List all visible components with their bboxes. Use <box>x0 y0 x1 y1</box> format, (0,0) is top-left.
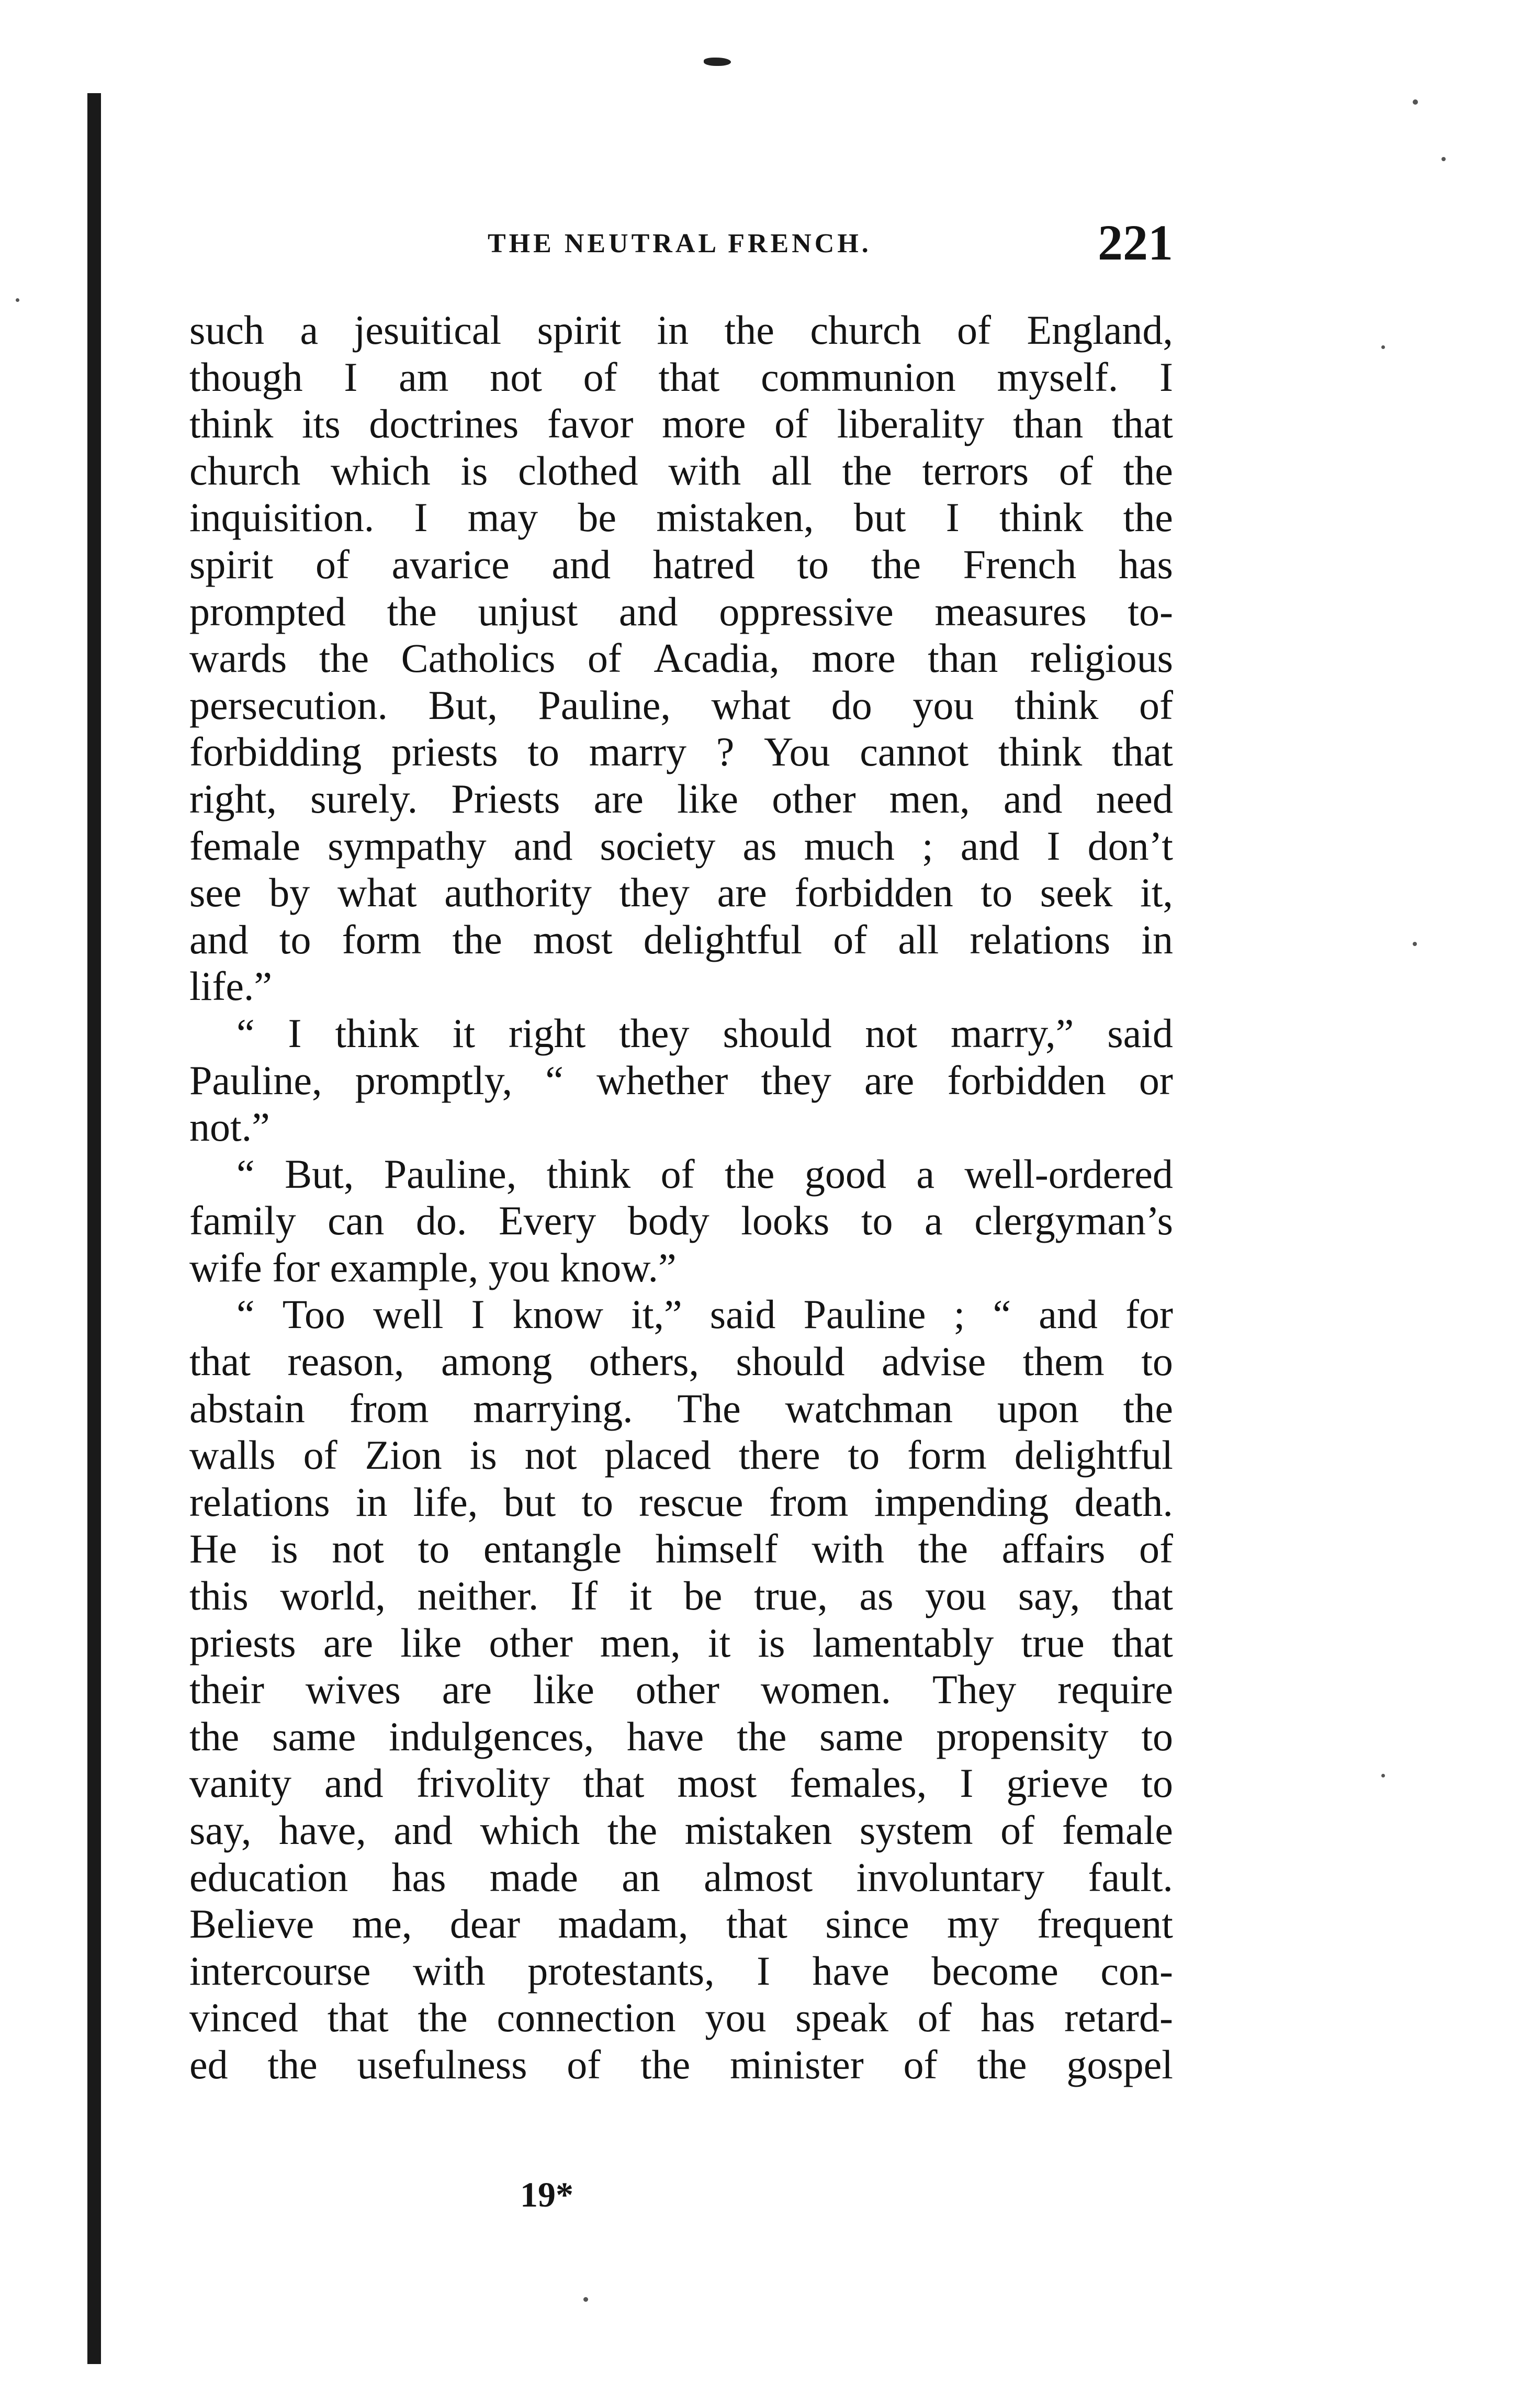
text-line: their wives are like other women. They require <box>189 1667 1173 1713</box>
running-head: THE NEUTRAL FRENCH. <box>488 229 872 258</box>
text-line: such a jesuitical spirit in the church of England, <box>189 307 1173 353</box>
text-line: though I am not of that communion myself. I <box>189 354 1173 400</box>
page-number: 221 <box>1098 215 1173 271</box>
text-line: not.” <box>189 1104 270 1150</box>
text-line: walls of Zion is not placed there to form delightful <box>189 1432 1173 1478</box>
text-line: that reason, among others, should advise them to <box>189 1338 1173 1385</box>
page-speck <box>1381 345 1385 349</box>
text-line: think its doctrines favor more of liberality than that <box>189 401 1173 447</box>
binding-edge-rule <box>87 93 101 2364</box>
text-line: forbidding priests to marry ? You cannot think that <box>189 729 1173 775</box>
page-speck <box>1381 1774 1385 1777</box>
text-line: “ I think it right they should not marry,” said <box>236 1010 1173 1056</box>
text-line: wards the Catholics of Acadia, more than religious <box>189 635 1173 681</box>
text-line: abstain from marrying. The watchman upon the <box>189 1385 1173 1431</box>
text-line: wife for example, you know.” <box>189 1244 677 1290</box>
text-line: family can do. Every body looks to a clergyman’s <box>189 1198 1173 1244</box>
page-speck <box>1413 942 1417 946</box>
page-speck <box>16 298 19 302</box>
text-line: this world, neither. If it be true, as you say, that <box>189 1573 1173 1619</box>
text-line: say, have, and which the mistaken system of female <box>189 1807 1173 1853</box>
text-line: “ Too well I know it,” said Pauline ; “ and for <box>236 1291 1173 1337</box>
text-line: the same indulgences, have the same propensity to <box>189 1713 1173 1759</box>
text-line: vinced that the connection you speak of has retard- <box>189 1995 1173 2041</box>
text-line: spirit of avarice and hatred to the French has <box>189 541 1173 587</box>
text-line: church which is clothed with all the terrors of the <box>189 447 1173 493</box>
text-line: He is not to entangle himself with the affairs of <box>189 1526 1173 1572</box>
text-line: education has made an almost involuntary fault. <box>189 1854 1173 1900</box>
text-line: persecution. But, Pauline, what do you think of <box>189 682 1173 728</box>
text-line: female sympathy and society as much ; and I don’t <box>189 823 1173 869</box>
text-line: right, surely. Priests are like other men, and need <box>189 775 1173 822</box>
page-header <box>189 213 1173 271</box>
body-text <box>189 307 1173 2088</box>
text-line: “ But, Pauline, think of the good a well-ordered <box>236 1151 1173 1197</box>
page-speck <box>583 2297 588 2302</box>
page-speck <box>1413 99 1418 105</box>
text-line: ed the usefulness of the minister of the gospel <box>189 2041 1173 2087</box>
text-line: vanity and frivolity that most females, I grieve to <box>189 1760 1173 1806</box>
text-line: inquisition. I may be mistaken, but I think the <box>189 494 1173 541</box>
text-line: relations in life, but to rescue from impending death. <box>189 1479 1173 1525</box>
page-speck <box>1441 157 1446 161</box>
text-line: priests are like other men, it is lamentably true that <box>189 1619 1173 1666</box>
text-line: Pauline, promptly, “ whether they are forbidden or <box>189 1057 1173 1103</box>
text-line: and to form the most delightful of all relations in <box>189 916 1173 962</box>
text-line: intercourse with protestants, I have become con- <box>189 1948 1173 1994</box>
printer-mark <box>704 58 731 66</box>
text-line: prompted the unjust and oppressive measures to- <box>189 588 1173 634</box>
text-line: Believe me, dear madam, that since my frequent <box>189 1901 1173 1947</box>
text-line: life.” <box>189 963 273 1009</box>
text-line: see by what authority they are forbidden to seek it, <box>189 870 1173 916</box>
signature-mark: 19* <box>520 2175 573 2214</box>
